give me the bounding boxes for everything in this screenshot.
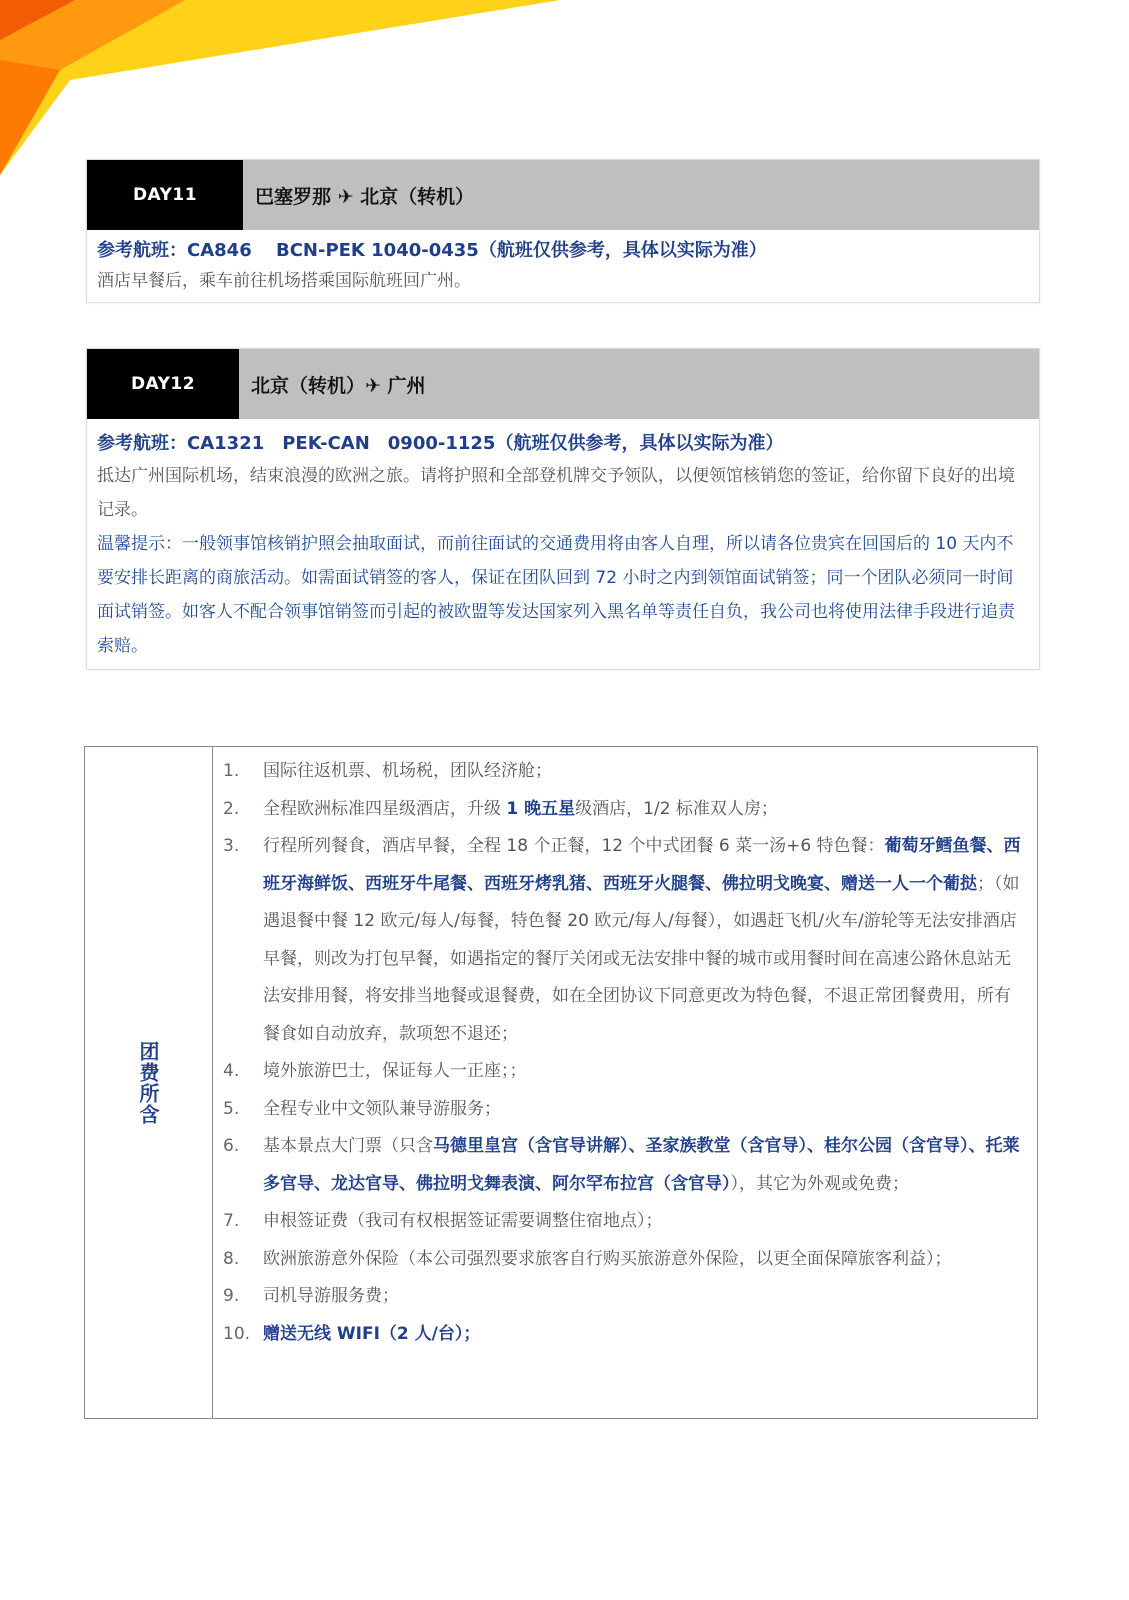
inclusion-number: 5. [223, 1098, 240, 1119]
inclusion-item [223, 791, 1027, 829]
inclusion-number: 7. [223, 1211, 240, 1231]
inclusion-number: 2. [223, 798, 240, 819]
day-description: 酒店早餐后，乘车前往机场搭乘国际航班回广州。 [97, 271, 471, 291]
inclusion-text [263, 1053, 1027, 1091]
highlight-text: 葡萄牙鳕鱼餐、西班牙海鲜饭、西班牙牛尾餐、西班牙烤乳猪、西班牙火腿餐、佛拉明戈晚宴、赠送一人一个葡挞 [263, 836, 1021, 894]
inclusion-number: 8. [223, 1248, 240, 1269]
inclusion-number: 6. [223, 1136, 240, 1156]
inclusion-item [223, 828, 1027, 1053]
day-header [87, 349, 1039, 419]
day-card-11 [86, 159, 1040, 303]
inclusion-text-part: ），其它为外观或免费； [730, 1173, 909, 1194]
inclusion-text [263, 1091, 1027, 1129]
day-card-12 [86, 348, 1040, 670]
inclusion-number: 1. [223, 761, 240, 781]
inclusion-text-part: 国际往返机票、机场税，团队经济舱； [263, 761, 552, 781]
inclusion-number: 3. [223, 836, 240, 856]
inclusion-text-part: ；（如遇退餐中餐 12 欧元/每人/每餐，特色餐 20 欧元/每人/每餐），如遇赶飞机/火车/游轮等无法安排酒店早餐，则改为打包早餐，如遇指定的餐厅关闭或无法安排中餐的城市或用餐时间在高速公路休息站无法安排用餐，将安排当地餐或退餐费，如在全团协议下同意更改为特色餐，不退正常团餐费用，所有餐食如自动放弃，款项恕不退还； [263, 873, 1020, 1044]
corner-decoration [0, 0, 560, 180]
inclusion-text [263, 1278, 1027, 1316]
day-route: 北京（转机）✈ 广州 [239, 349, 1039, 419]
inclusion-text [263, 1316, 1027, 1354]
day-description: 抵达广州国际机场，结束浪漫的欧洲之旅。请将护照和全部登机牌交予领队，以便领馆核销您的签证，给你留下良好的出境记录。 [97, 466, 1015, 520]
highlight-text: 1 晚五星 [506, 798, 576, 819]
inclusion-text [263, 791, 1027, 829]
inclusion-item [223, 1316, 1027, 1354]
inclusion-text [263, 828, 1027, 1053]
inclusions-table [84, 746, 1038, 1419]
inclusion-item [223, 1091, 1027, 1129]
inclusion-text-part: 申根签证费（我司有权根据签证需要调整住宿地点）； [263, 1211, 663, 1231]
day-body [87, 230, 1039, 302]
inclusions-label-cell [85, 747, 213, 1418]
day-tag: DAY11 [87, 160, 243, 230]
inclusion-item [223, 1241, 1027, 1279]
highlight-text: 马德里皇宫（含官导讲解）、圣家族教堂（含官导）、桂尔公园（含官导）、托莱多官导、龙达官导、佛拉明戈舞表演、阿尔罕布拉宫（含官导） [263, 1136, 1020, 1194]
inclusion-number: 4. [223, 1061, 240, 1081]
inclusions-list [213, 747, 1037, 1418]
day-header [87, 160, 1039, 230]
inclusion-text-part: 境外旅游巴士，保证每人一正座；； [263, 1061, 527, 1081]
inclusion-text [263, 1241, 1027, 1279]
day-tag: DAY12 [87, 349, 239, 419]
inclusion-text [263, 1203, 1027, 1241]
day-body [87, 419, 1039, 669]
inclusion-text-part: 行程所列餐食，酒店早餐，全程 18 个正餐，12 个中式团餐 6 菜一汤+6 特色餐： [263, 836, 885, 856]
inclusion-text [263, 1128, 1027, 1203]
inclusion-text-part: 全程专业中文领队兼导游服务； [263, 1098, 501, 1119]
inclusion-item [223, 1128, 1027, 1203]
inclusion-text-part: 司机导游服务费； [263, 1286, 399, 1306]
highlight-text: 赠送无线 WIFI（2 人/台）； [263, 1323, 481, 1344]
inclusion-item [223, 753, 1027, 791]
inclusion-number: 10. [223, 1323, 251, 1344]
day-route: 巴塞罗那 ✈ 北京（转机） [243, 160, 1039, 230]
inclusion-item [223, 1053, 1027, 1091]
inclusion-text-part: 全程欧洲标准四星级酒店，升级 [263, 798, 507, 819]
flight-info: 参考航班：CA846 BCN-PEK 1040-0435（航班仅供参考，具体以实际为准） [97, 240, 767, 261]
flight-info: 参考航班：CA1321 PEK-CAN 0900-1125（航班仅供参考，具体以实际为准） [97, 433, 784, 454]
inclusions-label: 团费所含 [136, 1040, 160, 1125]
inclusion-text-part: 级酒店，1/2 标准双人房； [575, 798, 778, 819]
inclusion-text [263, 753, 1027, 791]
inclusion-number: 9. [223, 1286, 240, 1306]
inclusion-item [223, 1278, 1027, 1316]
inclusion-text-part: 基本景点大门票（只含 [263, 1136, 433, 1156]
inclusion-item [223, 1203, 1027, 1241]
warm-tip: 温馨提示：一般领事馆核销护照会抽取面试，而前往面试的交通费用将由客人自理，所以请各位贵宾在回国后的 10 天内不要安排长距离的商旅活动。如需面试销签的客人，保证在团队回到 72 小时之内到领馆面试销签；同一个团队必须同一时间面试销签。如客人不配合领事馆销签而引起的被欧盟等发达国家列入黑名单等责任自负，我公司也将使用法律手段进行追责索赔。 [97, 534, 1015, 656]
inclusion-text-part: 欧洲旅游意外保险（本公司强烈要求旅客自行购买旅游意外保险，以更全面保障旅客利益）； [263, 1248, 952, 1269]
